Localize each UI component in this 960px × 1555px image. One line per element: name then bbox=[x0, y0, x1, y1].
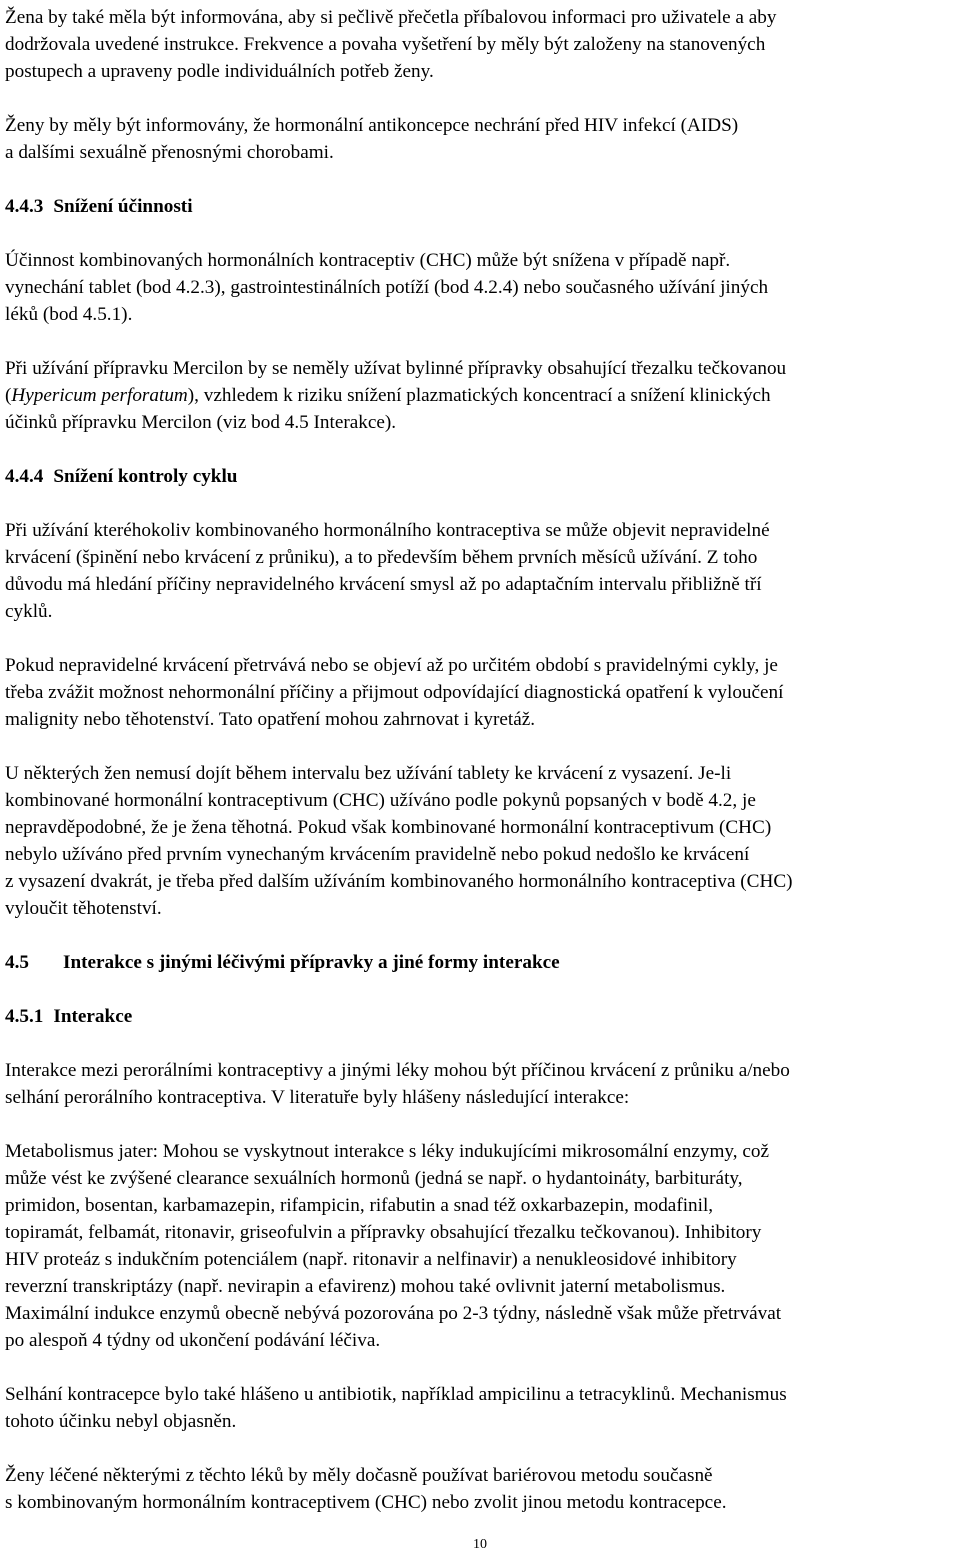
text-line: třeba zvážit možnost nehormonální příčiny a přijmout odpovídající diagnostická opatření k vyloučení bbox=[5, 682, 784, 703]
text-line: dodržovala uvedené instrukce. Frekvence a povaha vyšetření by měly být založeny na stanovených bbox=[5, 34, 766, 55]
paragraph-antibiotics bbox=[5, 1381, 945, 1435]
text-line: nebylo užíváno před prvním vynechaným krvácením pravidelně nebo pokud nedošlo ke krvácení bbox=[5, 844, 750, 865]
text-line: léků (bod 4.5.1). bbox=[5, 304, 133, 325]
text-line: Ženy by měly být informovány, že hormonální antikoncepce nechrání před HIV infekcí (AIDS) bbox=[5, 115, 739, 136]
text-line: tohoto účinku nebyl objasněn. bbox=[5, 1411, 237, 1432]
text-line: a dalšími sexuálně přenosnými chorobami. bbox=[5, 142, 334, 163]
text-line: po alespoň 4 týdny od ukončení podávání léčiva. bbox=[5, 1330, 381, 1351]
heading-4-5 bbox=[5, 949, 945, 976]
paragraph-persistent-bleeding bbox=[5, 652, 945, 733]
paragraph-liver-metabolism bbox=[5, 1138, 945, 1354]
text-line: nepravděpodobné, že je žena těhotná. Pokud však kombinované hormonální kontraceptivum (CHC) bbox=[5, 817, 772, 838]
heading-4-4-3 bbox=[5, 193, 945, 220]
text-line: selhání perorálního kontraceptiva. V literatuře byly hlášeny následující interakce: bbox=[5, 1087, 630, 1108]
text-line: Pokud nepravidelné krvácení přetrvává nebo se objeví až po určitém období s pravidelnými cykly, je bbox=[5, 655, 778, 676]
text-line: Účinnost kombinovaných hormonálních kontraceptiv (CHC) může být snížena v případě např. bbox=[5, 250, 731, 271]
paragraph-interactions-intro bbox=[5, 1057, 945, 1111]
text-line: Ženy léčené některými z těchto léků by měly dočasně používat bariérovou metodu současně bbox=[5, 1465, 713, 1486]
text-line: Selhání kontracepce bylo také hlášeno u antibiotik, například ampicilinu a tetracyklinů. Mechanismus bbox=[5, 1384, 787, 1405]
text-line: důvodu má hledání příčiny nepravidelného krvácení smysl až po adaptačním intervalu přibližně tří bbox=[5, 574, 762, 595]
paragraph-irregular-bleeding bbox=[5, 517, 945, 625]
text-fragment: ), vzhledem k riziku snížení plazmatických koncentrací a snížení klinických bbox=[187, 385, 771, 406]
text-line: účinků přípravku Mercilon (viz bod 4.5 Interakce). bbox=[5, 412, 397, 433]
text-line: Metabolismus jater: Mohou se vyskytnout interakce s léky indukujícími mikrosomální enzymy, což bbox=[5, 1141, 769, 1162]
paragraph-patient-information bbox=[5, 4, 945, 85]
heading-title: Snížení účinnosti bbox=[53, 196, 193, 217]
text-line: postupech a upraveny podle individuálních potřeb ženy. bbox=[5, 61, 434, 82]
text-line: U některých žen nemusí dojít během intervalu bez užívání tablety ke krvácení z vysazení. Je-li bbox=[5, 763, 732, 784]
latin-name: Hypericum perforatum bbox=[11, 385, 188, 406]
text-line: krvácení (špinění nebo krvácení z průniku), a to především během prvních měsíců užívání. Z toho bbox=[5, 547, 758, 568]
heading-number: 4.4.4 bbox=[5, 466, 44, 487]
text-line bbox=[5, 382, 945, 409]
paragraph-st-johns-wort bbox=[5, 355, 945, 436]
text-line: HIV proteáz s indukčním potenciálem (např. ritonavir a nelfinavir) a nenukleosidové inhibitory bbox=[5, 1249, 737, 1270]
text-fragment: ( bbox=[5, 385, 12, 406]
heading-4-5-1 bbox=[5, 1003, 945, 1030]
document-page bbox=[5, 4, 945, 1516]
page-number: 10 bbox=[473, 1537, 487, 1552]
text-line: vynechání tablet (bod 4.2.3), gastrointestinálních potíží (bod 4.2.4) nebo současného užívání jiných bbox=[5, 277, 769, 298]
text-line: reverzní transkriptázy (např. nevirapin a efavirenz) mohou také ovlivnit jaterní metabolismus. bbox=[5, 1276, 726, 1297]
text-line: Při užívání přípravku Mercilon by se neměly užívat bylinné přípravky obsahující třezalku tečkovanou bbox=[5, 358, 787, 379]
text-line: může vést ke zvýšené clearance sexuálních hormonů (jedná se např. o hydantoináty, barbituráty, bbox=[5, 1168, 743, 1189]
paragraph-reduced-efficacy bbox=[5, 247, 945, 328]
heading-number: 4.5 bbox=[5, 952, 29, 973]
heading-4-4-4 bbox=[5, 463, 945, 490]
text-line: primidon, bosentan, karbamazepin, rifampicin, rifabutin a snad též oxkarbazepin, modafinil, bbox=[5, 1195, 714, 1216]
heading-title: Interakce s jinými léčivými přípravky a jiné formy interakce bbox=[63, 952, 560, 973]
text-line: kombinované hormonální kontraceptivum (CHC) užíváno podle pokynů popsaných v bodě 4.2, je bbox=[5, 790, 756, 811]
text-line: s kombinovaným hormonálním kontraceptivem (CHC) nebo zvolit jinou metodu kontracepce. bbox=[5, 1492, 727, 1513]
text-line: vyloučit těhotenství. bbox=[5, 898, 162, 919]
paragraph-barrier-method bbox=[5, 1462, 945, 1516]
heading-title: Interakce bbox=[53, 1006, 133, 1027]
text-line: topiramát, felbamát, ritonavir, griseofulvin a přípravky obsahující třezalku tečkovanou). Inhibitory bbox=[5, 1222, 762, 1243]
text-line: z vysazení dvakrát, je třeba před dalším užíváním kombinovaného hormonálního kontraceptiva (CHC) bbox=[5, 871, 793, 892]
heading-number: 4.5.1 bbox=[5, 1006, 44, 1027]
paragraph-withdrawal-bleeding bbox=[5, 760, 945, 922]
heading-title: Snížení kontroly cyklu bbox=[53, 466, 238, 487]
text-line: Při užívání kteréhokoliv kombinovaného hormonálního kontraceptiva se může objevit nepravidelné bbox=[5, 520, 770, 541]
heading-number: 4.4.3 bbox=[5, 196, 44, 217]
text-line: Interakce mezi perorálními kontraceptivy a jinými léky mohou být příčinou krvácení z průniku a/nebo bbox=[5, 1060, 790, 1081]
text-line: cyklů. bbox=[5, 601, 53, 622]
text-line: Žena by také měla být informována, aby si pečlivě přečetla příbalovou informaci pro uživatele a aby bbox=[5, 7, 777, 28]
text-line: malignity nebo těhotenství. Tato opatření mohou zahrnovat i kyretáž. bbox=[5, 709, 536, 730]
text-line: Maximální indukce enzymů obecně nebývá pozorována po 2-3 týdny, následně však může přetrvávat bbox=[5, 1303, 782, 1324]
paragraph-hiv-warning bbox=[5, 112, 945, 166]
